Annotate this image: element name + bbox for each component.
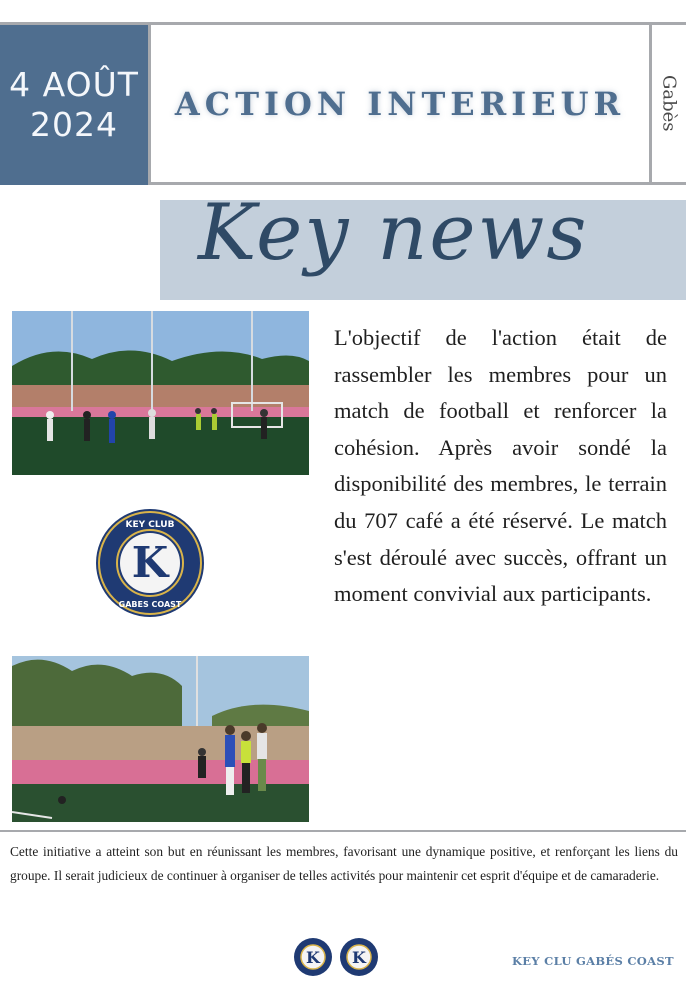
football-photo-1 — [12, 311, 309, 475]
article-conclusion: Cette initiative a atteint son but en réunissant les membres, favorisant une dynamique positive, et renforçant les liens du groupe. Il serait judicieux de continuer à organiser de telles activités pour maintenir cet esprit d'équipe et de camaraderie. — [10, 844, 678, 883]
city-box — [652, 25, 686, 185]
footer-emblem-icon — [339, 937, 379, 977]
football-photo-2 — [12, 656, 309, 822]
section-divider — [0, 830, 686, 832]
footer-emblem-icon — [293, 937, 333, 977]
emblem-bottom-text: GABES COAST — [118, 600, 182, 609]
news-banner-title: Key news — [198, 188, 589, 278]
header-title-box — [148, 25, 652, 185]
svg-text:K: K — [352, 948, 366, 967]
emblem-letter: K — [131, 538, 169, 587]
svg-text:K: K — [306, 948, 320, 967]
date-year: 2024 — [30, 105, 118, 144]
footer-logos — [293, 937, 379, 979]
date-day-month: 4 AOÛT — [9, 65, 139, 104]
page-title: ACTION INTERIEUR — [174, 84, 626, 123]
article-body: L'objectif de l'action était de rassembler les membres pour un match de football et renforcer la cohésion. Après avoir sondé la disponibilité des membres, le terrain du 707 café a été réservé. Le match s'est déroulé avec succès, offrant un moment convivial aux participants. — [334, 325, 667, 607]
emblem-top-text: KEY CLUB — [125, 520, 175, 530]
city-label: Gabès — [658, 75, 680, 132]
key-club-emblem — [94, 507, 206, 619]
date-block — [0, 25, 148, 185]
footer-brand: KEY CLU GABÉS COAST — [512, 954, 674, 968]
